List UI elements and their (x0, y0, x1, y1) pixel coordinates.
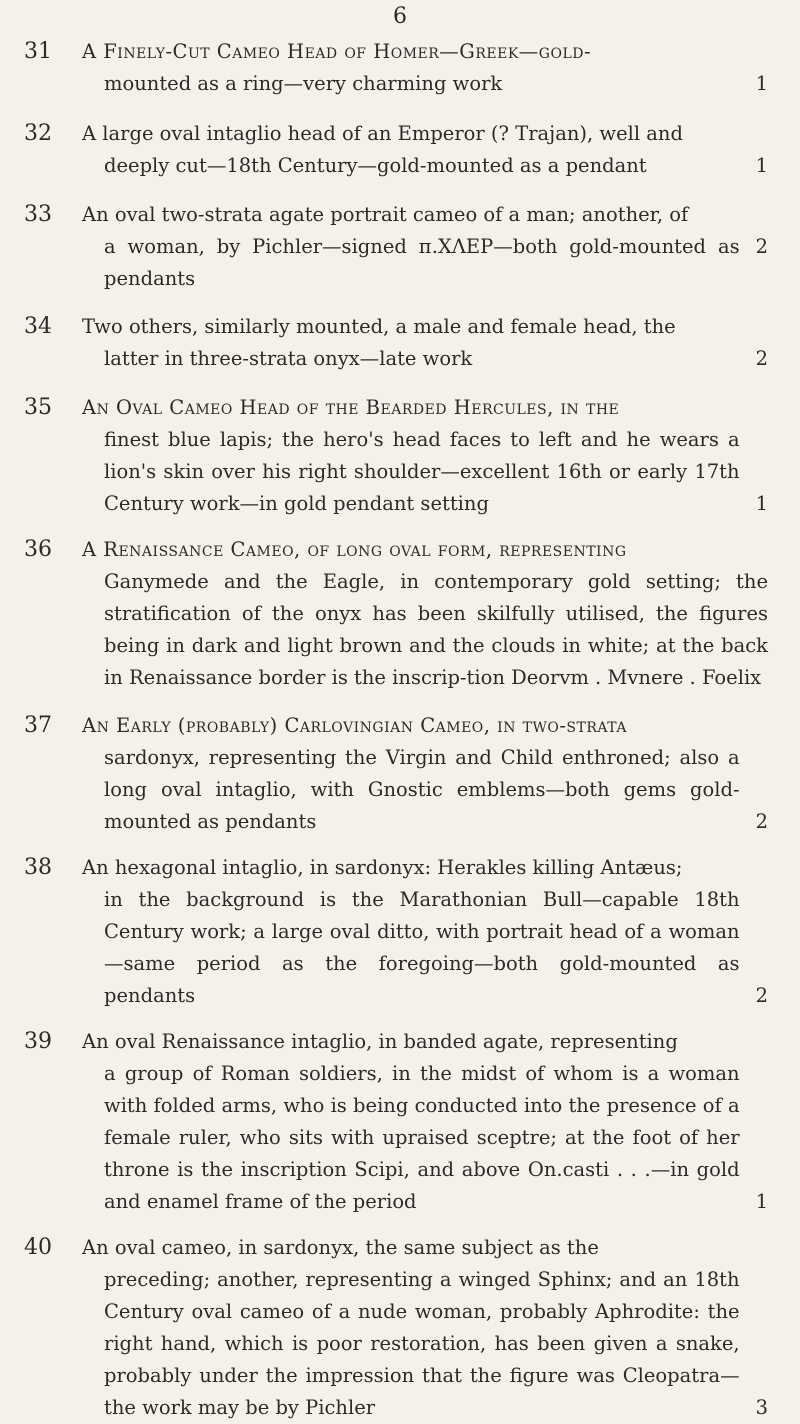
lot-lead: An oval cameo, in sardonyx, the same subject as the (82, 1236, 599, 1259)
lot-description (82, 710, 768, 838)
lot-number: 35 (24, 395, 52, 420)
lot-body: Ganymede and the Eagle, in contemporary gold setting; the stratification of the onyx has been skilfully utilised, the figures being in dark and light brown and the clouds in white; at the back in Renaissance border is the inscrip-tion Deorvm . Mvnere . Foelix (104, 570, 768, 689)
lot-description (82, 199, 768, 295)
lot-lead: An Oval Cameo Head of the Bearded Hercules, in the (82, 396, 620, 419)
lot-body: 2 in the background is the Marathonian Bull—capable 18th Century work; a large oval ditto, with portrait head of a woman—same period as the foregoing—both gold-mounted as pendants (82, 884, 768, 1012)
lot-quantity: 2 (755, 810, 768, 833)
lot-number: 39 (24, 1029, 52, 1054)
lot-number: 32 (24, 121, 52, 146)
lot-description (82, 311, 768, 375)
lot-lead: An oval Renaissance intaglio, in banded agate, representing (82, 1030, 678, 1053)
lot-quantity: 1 (755, 492, 768, 515)
lot-description (82, 392, 768, 520)
lot-number: 37 (24, 713, 52, 738)
page-number: 6 (393, 4, 407, 29)
lot-quantity: 2 (755, 984, 768, 1007)
lot-number: 40 (24, 1235, 52, 1260)
lot-body: 1 a group of Roman soldiers, in the midst of whom is a woman with folded arms, who is being conducted into the presence of a female ruler, who sits with upraised sceptre; at the foot of her throne is the inscription Scipi, and above On.casti . . .—in gold and enamel frame of the period (82, 1058, 768, 1218)
lot-body: 1 mounted as a ring—very charming work (82, 68, 768, 100)
lot-lead: An hexagonal intaglio, in sardonyx: Herakles killing Antæus; (82, 856, 683, 879)
lot-quantity: 1 (755, 72, 768, 95)
lot-lead: An Early (probably) Carlovingian Cameo, in two-strata (82, 714, 627, 737)
lot-number: 38 (24, 855, 52, 880)
lot-body: 1 deeply cut—18th Century—gold-mounted as a pendant (82, 150, 768, 182)
lot-lead: A Renaissance Cameo, of long oval form, representing (82, 538, 627, 561)
lot-description (82, 852, 768, 1012)
lot-quantity: 2 (755, 235, 768, 258)
lot-lead: An oval two-strata agate portrait cameo of a man; another, of (82, 203, 689, 226)
lot-description (82, 36, 768, 100)
lot-lead: A Finely-Cut Cameo Head of Homer—Greek—gold- (82, 40, 592, 63)
lot-body: 3 preceding; another, representing a winged Sphinx; and an 18th Century oval cameo of a nude woman, probably Aphrodite: the right hand, which is poor restoration, has been given a snake, probably under the impression that the figure was Cleopatra—the work may be by Pichler (82, 1264, 768, 1424)
lot-description (82, 534, 768, 694)
lot-body: 2 a woman, by Pichler—signed п.ХΛEP—both gold-mounted as pendants (82, 231, 768, 295)
lot-description (82, 1026, 768, 1218)
lot-body: 2 latter in three-strata onyx—late work (82, 343, 768, 375)
lot-lead: A large oval intaglio head of an Emperor (? Trajan), well and (82, 122, 683, 145)
lot-quantity: 1 (755, 154, 768, 177)
lot-quantity: 3 (755, 1396, 768, 1419)
lot-number: 36 (24, 537, 52, 562)
lot-description (82, 1232, 768, 1424)
lot-quantity: 2 (755, 347, 768, 370)
lot-quantity: 1 (755, 1190, 768, 1213)
lot-number: 31 (24, 39, 52, 64)
lot-lead: Two others, similarly mounted, a male and female head, the (82, 315, 676, 338)
lot-number: 34 (24, 314, 52, 339)
lot-description (82, 118, 768, 182)
lot-number: 33 (24, 202, 52, 227)
lot-body: 2 sardonyx, representing the Virgin and Child enthroned; also a long oval intaglio, with Gnostic emblems—both gems gold-mounted as pendants (82, 742, 768, 838)
lot-body: 1 finest blue lapis; the hero's head faces to left and he wears a lion's skin over his right shoulder—excellent 16th or early 17th Century work—in gold pendant setting (82, 424, 768, 520)
